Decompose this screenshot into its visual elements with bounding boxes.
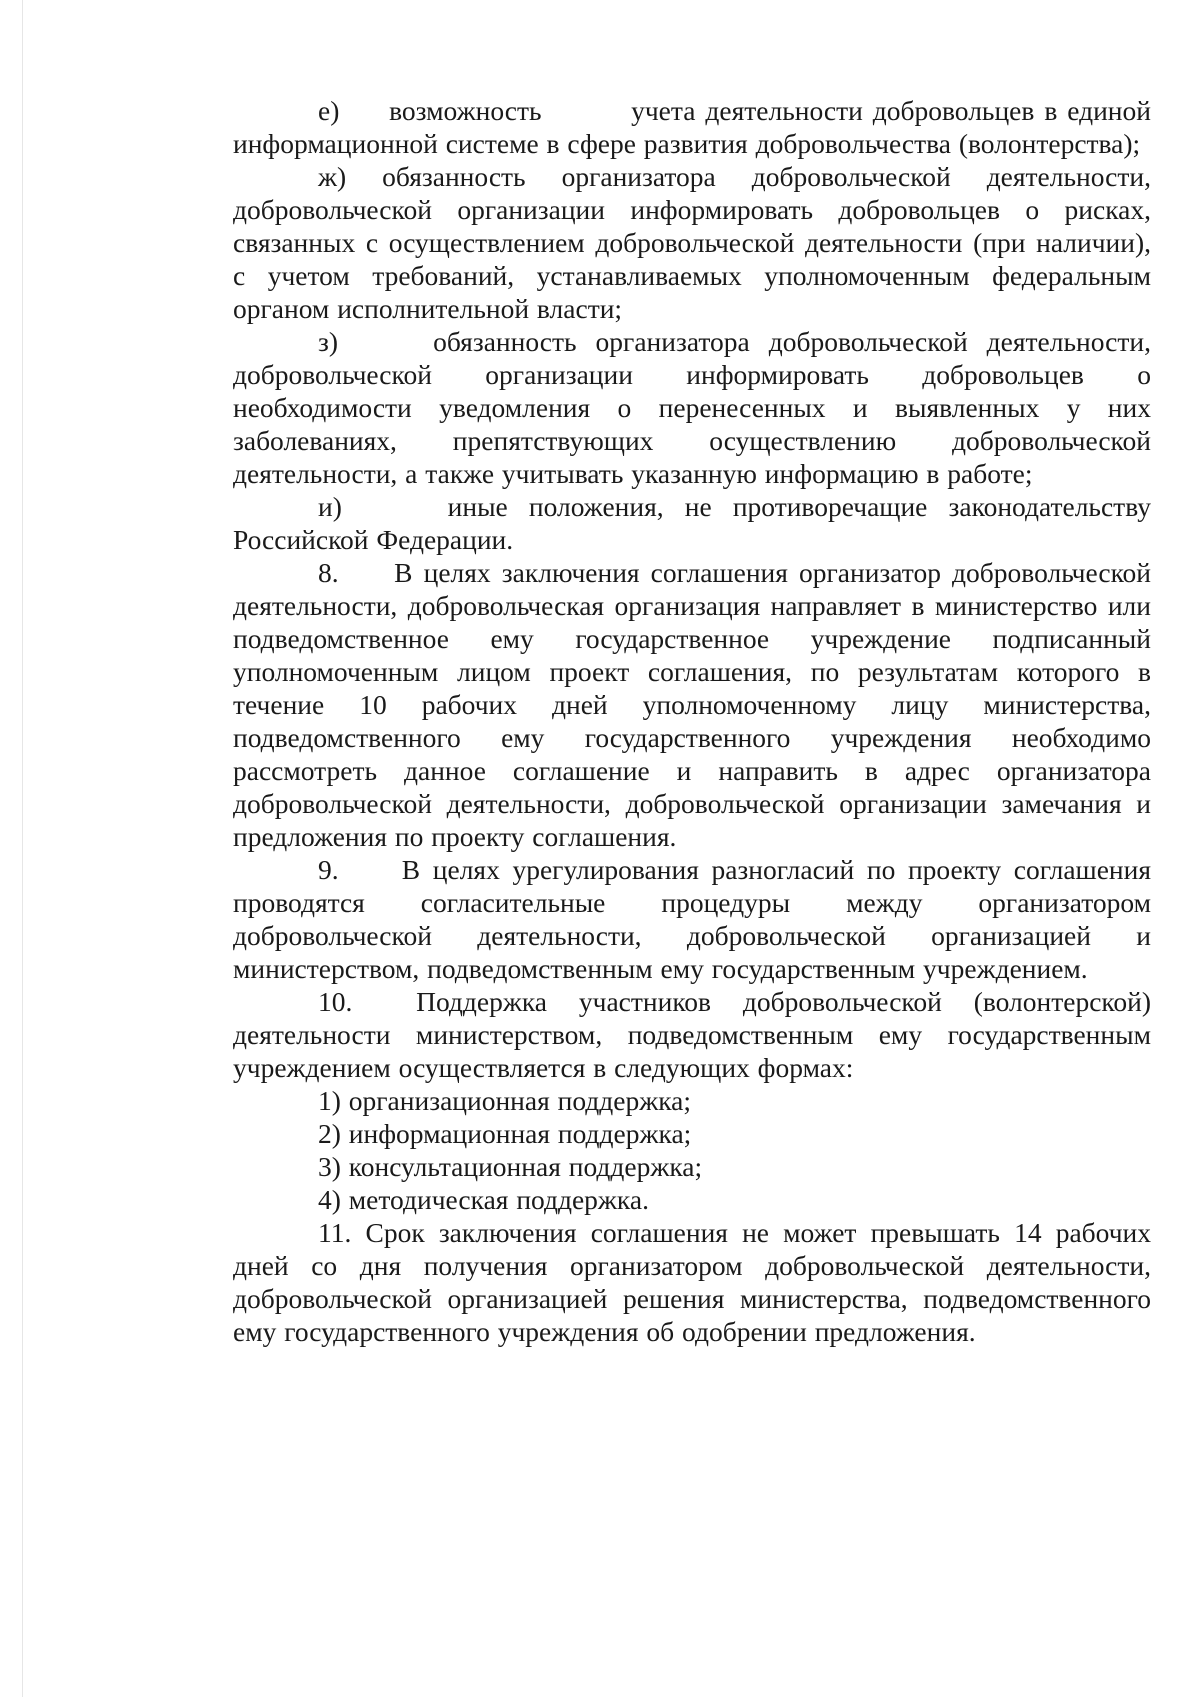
paragraph-11: 11. Срок заключения соглашения не может превышать 14 рабочих дней со дня получения организатором добровольческой деятельности, добровольческой организацией решения министерства, подведомственного ему государственного учреждения об одобрении предложения. xyxy=(233,1217,1151,1347)
paragraph-z: з) обязанность организатора добровольческой деятельности, добровольческой организации информировать добровольцев о необходимости уведомления о перенесенных и выявленных у них заболеваниях, препятствующих осуществлению добровольческой деятельности, а также учитывать указанную информацию в работе; xyxy=(233,326,1151,489)
scan-edge-line xyxy=(22,0,23,1697)
paragraph-9: 9. В целях урегулирования разногласий по проекту соглашения проводятся согласительные процедуры между организатором добровольческой деятельности, добровольческой организацией и министерством, подведомственным ему государственным учреждением. xyxy=(233,854,1151,984)
paragraph-i: и) иные положения, не противоречащие законодательству Российской Федерации. xyxy=(233,491,1151,555)
paragraph-zh: ж) обязанность организатора добровольческой деятельности, добровольческой организации информировать добровольцев о рисках, связанных с осуществлением добровольческой деятельности (при наличии), с учетом требований, устанавливаемых уполномоченным федеральным органом исполнительной власти; xyxy=(233,161,1151,324)
list-item: 2) информационная поддержка; xyxy=(318,1118,692,1149)
paragraph-10: 10. Поддержка участников добровольческой (волонтерской) деятельности министерством, подведомственным ему государственным учреждением осуществляется в следующих формах: xyxy=(233,986,1151,1083)
paragraph-e: е) возможность учета деятельности добровольцев в единой информационной системе в сфере развития добровольчества (волонтерства); xyxy=(233,95,1151,159)
document-body xyxy=(233,94,1151,1348)
paragraph-8: 8. В целях заключения соглашения организатор добровольческой деятельности, добровольческая организация направляет в министерство или подведомственное ему государственное учреждение подписанный уполномоченным лицом проект соглашения, по результатам которого в течение 10 рабочих дней уполномоченному лицу министерства, подведомственного ему государственного учреждения необходимо рассмотреть данное соглашение и направить в адрес организатора добровольческой деятельности, добровольческой организации замечания и предложения по проекту соглашения. xyxy=(233,557,1151,852)
list-item: 4) методическая поддержка. xyxy=(318,1184,649,1215)
list-item: 3) консультационная поддержка; xyxy=(318,1151,703,1182)
list-item: 1) организационная поддержка; xyxy=(318,1085,692,1116)
